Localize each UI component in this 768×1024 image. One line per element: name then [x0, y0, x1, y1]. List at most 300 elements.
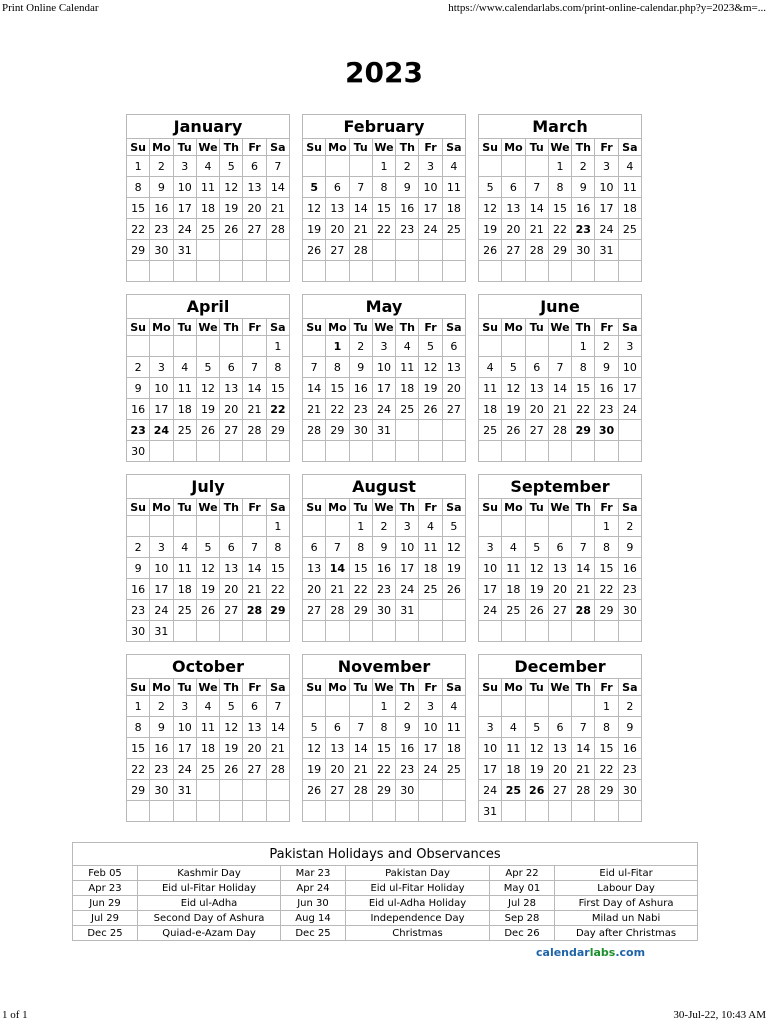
- day-cell: 3: [618, 336, 641, 357]
- weekday-header: Mo: [326, 139, 349, 156]
- holiday-name: Eid ul-Fitar Holiday: [138, 881, 281, 896]
- day-cell: [479, 336, 502, 357]
- day-cell: 17: [372, 378, 395, 399]
- day-cell: 7: [525, 177, 548, 198]
- day-cell: 2: [572, 156, 595, 177]
- holiday-row: [73, 866, 698, 881]
- day-cell: [372, 240, 395, 261]
- day-cell: 29: [372, 780, 395, 801]
- day-cell: 17: [173, 738, 196, 759]
- day-cell: 27: [243, 759, 266, 780]
- day-cell: 28: [266, 219, 289, 240]
- day-cell: 5: [196, 357, 219, 378]
- day-cell: 5: [502, 357, 525, 378]
- weekday-header: Sa: [442, 139, 465, 156]
- day-cell: 24: [150, 600, 173, 621]
- weekday-header: Th: [220, 679, 243, 696]
- day-cell: 13: [326, 738, 349, 759]
- calendarlabs-logo[interactable]: [536, 946, 645, 959]
- day-cell: 30: [572, 240, 595, 261]
- day-cell: [419, 420, 442, 441]
- day-cell: [196, 780, 219, 801]
- day-cell: 8: [127, 717, 150, 738]
- day-cell: 24: [396, 579, 419, 600]
- day-cell: 24: [173, 759, 196, 780]
- day-cell: [442, 600, 465, 621]
- month-table: [302, 294, 466, 462]
- day-cell: [243, 240, 266, 261]
- day-cell: [525, 516, 548, 537]
- day-cell: 9: [127, 378, 150, 399]
- day-cell: 9: [618, 537, 641, 558]
- month-january: [126, 114, 290, 282]
- day-cell: [303, 441, 326, 462]
- weekday-header: Tu: [173, 679, 196, 696]
- month-name: April: [127, 295, 290, 319]
- day-cell: 25: [442, 759, 465, 780]
- holiday-date: Dec 25: [73, 926, 138, 941]
- weekday-header: Tu: [349, 139, 372, 156]
- day-cell: 1: [349, 516, 372, 537]
- weekday-header: Mo: [502, 319, 525, 336]
- weekday-header: We: [548, 679, 571, 696]
- day-cell: 3: [372, 336, 395, 357]
- day-cell: 25: [173, 420, 196, 441]
- weekday-header: Mo: [150, 499, 173, 516]
- day-cell: [196, 801, 219, 822]
- day-cell: [266, 801, 289, 822]
- day-cell: 6: [326, 717, 349, 738]
- day-cell: [525, 441, 548, 462]
- weekday-header: Fr: [595, 679, 618, 696]
- weekday-header: We: [548, 499, 571, 516]
- day-cell: 30: [618, 600, 641, 621]
- day-cell: 12: [220, 717, 243, 738]
- day-cell: 5: [479, 177, 502, 198]
- day-cell: 21: [243, 399, 266, 420]
- day-cell: [396, 621, 419, 642]
- day-cell: [502, 261, 525, 282]
- month-table: [126, 294, 290, 462]
- day-cell: 14: [572, 738, 595, 759]
- holiday-name: Christmas: [346, 926, 490, 941]
- day-cell: 21: [525, 219, 548, 240]
- day-cell: 14: [349, 738, 372, 759]
- weekday-header: Fr: [595, 139, 618, 156]
- day-cell: 1: [548, 156, 571, 177]
- month-table: [126, 474, 290, 642]
- day-cell: [173, 336, 196, 357]
- logo-part-com: .com: [615, 946, 646, 959]
- day-cell: 14: [548, 378, 571, 399]
- weekday-header: Fr: [243, 139, 266, 156]
- day-cell: 6: [326, 177, 349, 198]
- day-cell: [326, 156, 349, 177]
- day-cell: 2: [396, 156, 419, 177]
- weekday-header: Tu: [525, 499, 548, 516]
- day-cell: [243, 441, 266, 462]
- day-cell: 6: [548, 717, 571, 738]
- weekday-header: Fr: [595, 499, 618, 516]
- weekday-header: Su: [303, 679, 326, 696]
- day-cell: 2: [127, 537, 150, 558]
- day-cell: 22: [572, 399, 595, 420]
- weekday-header: Th: [572, 319, 595, 336]
- day-cell: 8: [595, 717, 618, 738]
- day-cell: 17: [618, 378, 641, 399]
- day-cell: [243, 261, 266, 282]
- day-cell: 23: [372, 579, 395, 600]
- day-cell: 13: [243, 177, 266, 198]
- day-cell: 18: [196, 738, 219, 759]
- day-cell: 30: [127, 441, 150, 462]
- day-cell: [479, 516, 502, 537]
- day-cell: 7: [349, 177, 372, 198]
- day-cell: 13: [220, 558, 243, 579]
- day-cell: 23: [127, 600, 150, 621]
- day-cell: 12: [479, 198, 502, 219]
- day-cell: 28: [243, 420, 266, 441]
- day-cell: 7: [548, 357, 571, 378]
- day-cell: [303, 261, 326, 282]
- month-august: [302, 474, 466, 642]
- day-cell: 6: [548, 537, 571, 558]
- day-cell: 17: [595, 198, 618, 219]
- holiday-date: Jun 30: [281, 896, 346, 911]
- month-name: September: [479, 475, 642, 499]
- day-cell: 8: [349, 537, 372, 558]
- day-cell: 5: [196, 537, 219, 558]
- day-cell: [196, 441, 219, 462]
- day-cell: 27: [303, 600, 326, 621]
- weekday-header: Mo: [502, 679, 525, 696]
- day-cell: [349, 441, 372, 462]
- day-cell: 22: [595, 759, 618, 780]
- day-cell: 22: [548, 219, 571, 240]
- day-cell: [196, 621, 219, 642]
- print-footer-datetime: 30-Jul-22, 10:43 AM: [673, 1009, 766, 1021]
- day-cell: 18: [442, 738, 465, 759]
- day-cell: [326, 801, 349, 822]
- day-cell: 18: [502, 759, 525, 780]
- day-cell: [243, 780, 266, 801]
- day-cell: [173, 621, 196, 642]
- day-cell: [442, 780, 465, 801]
- day-cell: 2: [618, 516, 641, 537]
- day-cell: [618, 801, 641, 822]
- weekday-header: Tu: [173, 139, 196, 156]
- day-cell: 21: [349, 219, 372, 240]
- weekday-header: Mo: [502, 499, 525, 516]
- weekday-header: Su: [479, 319, 502, 336]
- day-cell: [349, 696, 372, 717]
- day-cell: [303, 696, 326, 717]
- day-cell: 7: [572, 537, 595, 558]
- day-cell: 22: [127, 219, 150, 240]
- day-cell: 2: [396, 696, 419, 717]
- weekday-header: Th: [220, 319, 243, 336]
- day-cell: [595, 621, 618, 642]
- day-cell: 21: [303, 399, 326, 420]
- day-cell: [618, 621, 641, 642]
- day-cell: 2: [150, 156, 173, 177]
- day-cell: 18: [196, 198, 219, 219]
- weekday-header: Fr: [243, 499, 266, 516]
- month-table: [126, 114, 290, 282]
- day-cell: 9: [572, 177, 595, 198]
- day-cell: 20: [442, 378, 465, 399]
- day-cell: 4: [173, 357, 196, 378]
- day-cell: 4: [196, 696, 219, 717]
- day-cell: 21: [266, 738, 289, 759]
- day-cell: [372, 801, 395, 822]
- month-june: [478, 294, 642, 462]
- holiday-name: Independence Day: [346, 911, 490, 926]
- day-cell: 23: [595, 399, 618, 420]
- day-cell: 2: [618, 696, 641, 717]
- day-cell: 29: [595, 600, 618, 621]
- day-cell: [220, 516, 243, 537]
- day-cell: 16: [396, 198, 419, 219]
- day-cell: [419, 600, 442, 621]
- day-cell: [303, 516, 326, 537]
- day-cell: 12: [303, 198, 326, 219]
- day-cell: [502, 801, 525, 822]
- day-cell: 27: [525, 420, 548, 441]
- day-cell: [303, 801, 326, 822]
- day-cell: [442, 801, 465, 822]
- day-cell: [479, 696, 502, 717]
- holiday-name: Kashmir Day: [138, 866, 281, 881]
- day-cell: [173, 516, 196, 537]
- day-cell: 21: [266, 198, 289, 219]
- month-table: [302, 474, 466, 642]
- day-cell: 22: [266, 399, 289, 420]
- day-cell: 23: [150, 219, 173, 240]
- day-cell: 27: [442, 399, 465, 420]
- day-cell: 16: [127, 579, 150, 600]
- day-cell: 14: [303, 378, 326, 399]
- day-cell: 31: [150, 621, 173, 642]
- day-cell: 31: [595, 240, 618, 261]
- day-cell: 22: [372, 219, 395, 240]
- weekday-header: Fr: [419, 499, 442, 516]
- day-cell: 1: [266, 516, 289, 537]
- day-cell: 6: [442, 336, 465, 357]
- day-cell: [525, 156, 548, 177]
- day-cell: 4: [396, 336, 419, 357]
- day-cell: 10: [419, 717, 442, 738]
- day-cell: 17: [479, 579, 502, 600]
- day-cell: [220, 240, 243, 261]
- day-cell: [173, 441, 196, 462]
- day-cell: 20: [502, 219, 525, 240]
- day-cell: 19: [196, 399, 219, 420]
- weekday-header: We: [372, 139, 395, 156]
- day-cell: 2: [127, 357, 150, 378]
- holiday-date: Dec 25: [281, 926, 346, 941]
- holiday-date: Dec 26: [490, 926, 555, 941]
- day-cell: 3: [595, 156, 618, 177]
- day-cell: [266, 780, 289, 801]
- day-cell: 12: [196, 558, 219, 579]
- day-cell: 10: [479, 738, 502, 759]
- day-cell: 27: [243, 219, 266, 240]
- day-cell: 5: [303, 717, 326, 738]
- day-cell: 10: [419, 177, 442, 198]
- day-cell: 24: [479, 780, 502, 801]
- day-cell: 27: [220, 420, 243, 441]
- weekday-header: Tu: [173, 499, 196, 516]
- day-cell: 7: [572, 717, 595, 738]
- day-cell: 5: [303, 177, 326, 198]
- day-cell: [525, 696, 548, 717]
- holiday-row: [73, 926, 698, 941]
- day-cell: [196, 336, 219, 357]
- weekday-header: Th: [572, 679, 595, 696]
- weekday-header: Th: [220, 499, 243, 516]
- day-cell: 29: [266, 420, 289, 441]
- day-cell: 12: [525, 738, 548, 759]
- day-cell: 21: [243, 579, 266, 600]
- print-footer: [0, 1006, 768, 1024]
- weekday-header: Mo: [326, 319, 349, 336]
- day-cell: [419, 780, 442, 801]
- day-cell: 15: [548, 198, 571, 219]
- holiday-row: [73, 881, 698, 896]
- day-cell: 3: [396, 516, 419, 537]
- day-cell: [349, 261, 372, 282]
- day-cell: 26: [442, 579, 465, 600]
- weekday-header: We: [372, 319, 395, 336]
- day-cell: 18: [419, 558, 442, 579]
- day-cell: 22: [127, 759, 150, 780]
- day-cell: [220, 780, 243, 801]
- holiday-name: Labour Day: [555, 881, 698, 896]
- weekday-header: Sa: [266, 679, 289, 696]
- day-cell: 31: [173, 240, 196, 261]
- day-cell: 18: [442, 198, 465, 219]
- day-cell: 30: [618, 780, 641, 801]
- day-cell: [572, 441, 595, 462]
- day-cell: 6: [243, 696, 266, 717]
- day-cell: [419, 261, 442, 282]
- day-cell: 3: [150, 357, 173, 378]
- day-cell: 12: [419, 357, 442, 378]
- day-cell: 28: [349, 780, 372, 801]
- day-cell: [150, 441, 173, 462]
- day-cell: 11: [502, 738, 525, 759]
- day-cell: 24: [618, 399, 641, 420]
- day-cell: 25: [442, 219, 465, 240]
- day-cell: 14: [572, 558, 595, 579]
- day-cell: 10: [150, 378, 173, 399]
- day-cell: 26: [196, 600, 219, 621]
- month-table: [478, 114, 642, 282]
- day-cell: 14: [326, 558, 349, 579]
- day-cell: 4: [502, 717, 525, 738]
- day-cell: [396, 420, 419, 441]
- holiday-name: Eid ul-Adha: [138, 896, 281, 911]
- holiday-name: Eid ul-Fitar: [555, 866, 698, 881]
- day-cell: 27: [326, 780, 349, 801]
- day-cell: 17: [396, 558, 419, 579]
- day-cell: [525, 261, 548, 282]
- weekday-header: Sa: [618, 679, 641, 696]
- day-cell: [243, 621, 266, 642]
- day-cell: [618, 420, 641, 441]
- month-name: December: [479, 655, 642, 679]
- day-cell: 29: [326, 420, 349, 441]
- day-cell: [220, 336, 243, 357]
- weekday-header: Sa: [266, 499, 289, 516]
- day-cell: 7: [266, 156, 289, 177]
- weekday-header: Mo: [150, 319, 173, 336]
- day-cell: [525, 621, 548, 642]
- weekday-header: Su: [127, 319, 150, 336]
- day-cell: 13: [548, 738, 571, 759]
- day-cell: 19: [525, 579, 548, 600]
- month-name: July: [127, 475, 290, 499]
- month-table: [302, 114, 466, 282]
- day-cell: 20: [525, 399, 548, 420]
- day-cell: [326, 261, 349, 282]
- day-cell: [349, 801, 372, 822]
- day-cell: 4: [173, 537, 196, 558]
- day-cell: 22: [349, 579, 372, 600]
- day-cell: 19: [419, 378, 442, 399]
- day-cell: 15: [127, 198, 150, 219]
- day-cell: 23: [618, 579, 641, 600]
- day-cell: 8: [372, 717, 395, 738]
- day-cell: [396, 240, 419, 261]
- day-cell: [266, 441, 289, 462]
- month-april: [126, 294, 290, 462]
- holidays-table: [72, 842, 698, 941]
- day-cell: 30: [372, 600, 395, 621]
- day-cell: [243, 516, 266, 537]
- day-cell: [419, 801, 442, 822]
- weekday-header: Su: [303, 499, 326, 516]
- weekday-header: Mo: [502, 139, 525, 156]
- holiday-date: Apr 22: [490, 866, 555, 881]
- day-cell: 23: [396, 219, 419, 240]
- day-cell: [303, 156, 326, 177]
- day-cell: 29: [572, 420, 595, 441]
- day-cell: 31: [396, 600, 419, 621]
- weekday-header: Tu: [349, 499, 372, 516]
- day-cell: [442, 441, 465, 462]
- day-cell: 20: [243, 738, 266, 759]
- day-cell: [243, 801, 266, 822]
- day-cell: 3: [173, 696, 196, 717]
- day-cell: [419, 621, 442, 642]
- day-cell: 29: [548, 240, 571, 261]
- day-cell: 7: [243, 357, 266, 378]
- day-cell: [150, 516, 173, 537]
- day-cell: [548, 621, 571, 642]
- day-cell: 11: [419, 537, 442, 558]
- day-cell: 27: [502, 240, 525, 261]
- day-cell: 28: [349, 240, 372, 261]
- day-cell: 18: [479, 399, 502, 420]
- day-cell: 28: [326, 600, 349, 621]
- weekday-header: Su: [479, 499, 502, 516]
- day-cell: 10: [396, 537, 419, 558]
- day-cell: 16: [572, 198, 595, 219]
- day-cell: [572, 261, 595, 282]
- month-name: June: [479, 295, 642, 319]
